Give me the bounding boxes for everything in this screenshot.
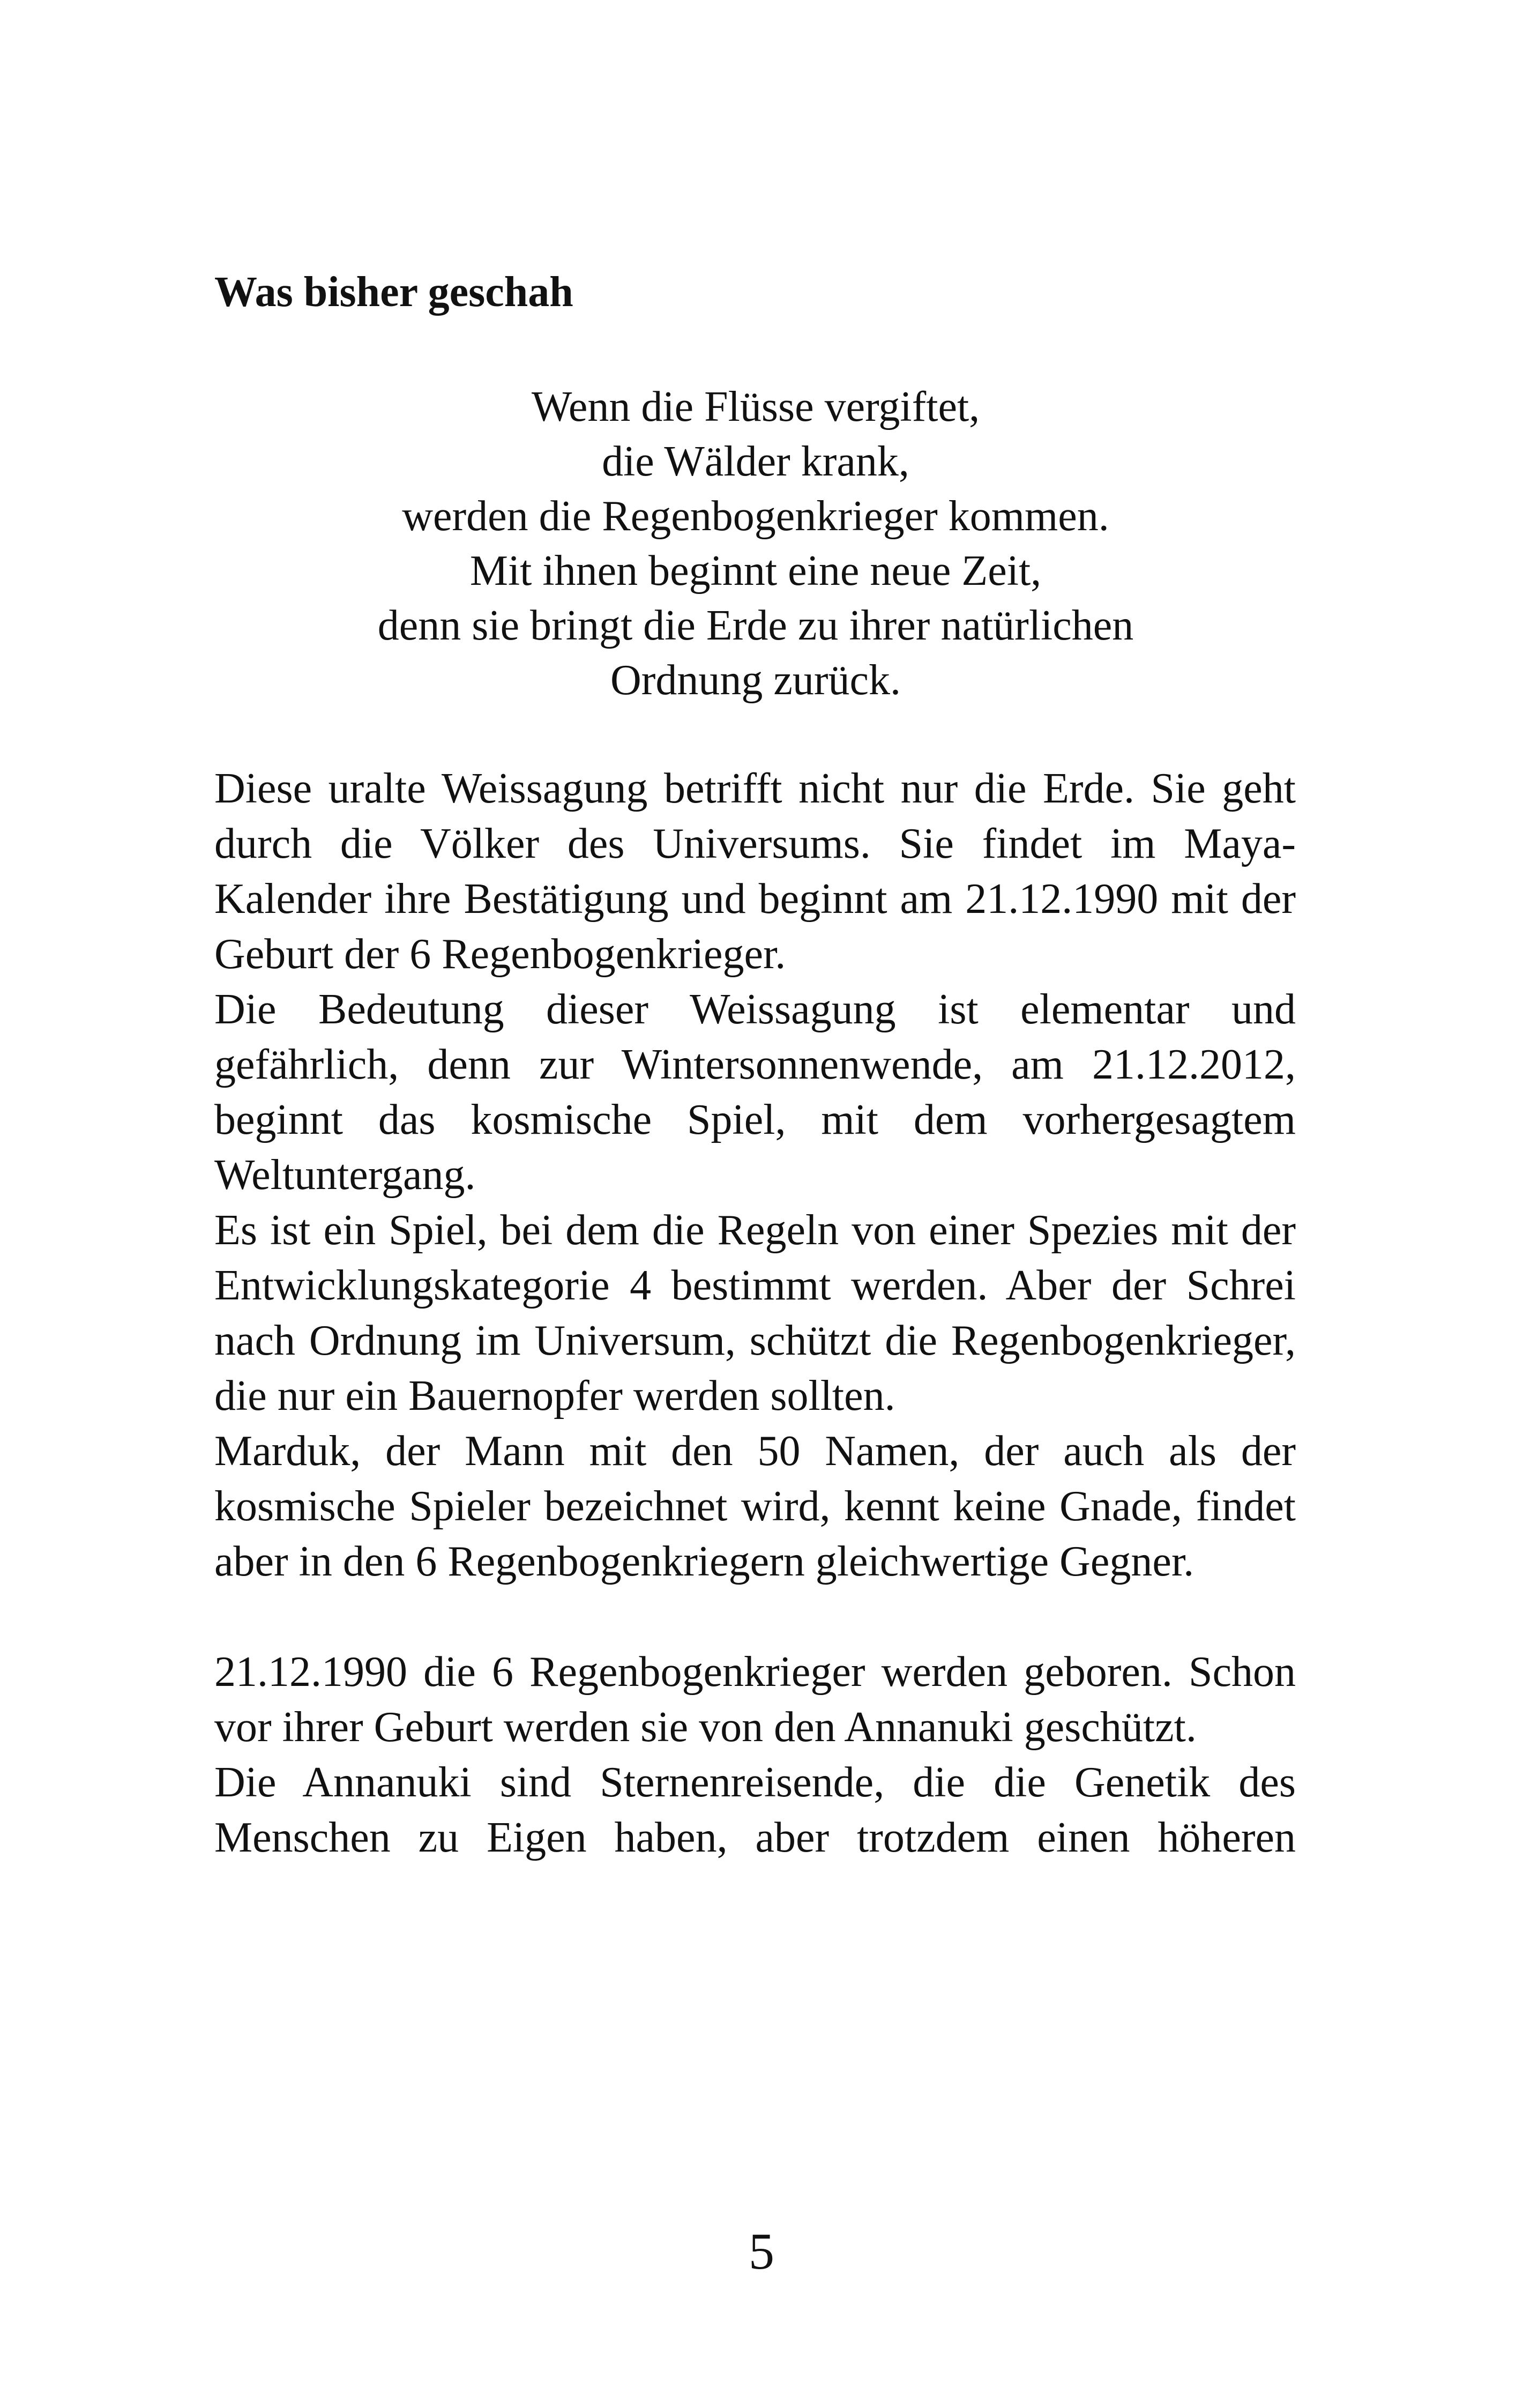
poem-line: Mit ihnen beginnt eine neue Zeit,: [469, 547, 1042, 594]
epigraph-poem: [214, 380, 1297, 708]
poem-line: die Wälder krank,: [602, 438, 909, 485]
paragraph: Marduk, der Mann mit den 50 Namen, der auch als der kosmische Spieler bezeichnet wird, kennt keine Gnade, findet aber in den 6 Regenbogenkriegern gleichwertige Gegner.: [214, 1428, 1296, 1585]
poem-line: denn sie bringt die Erde zu ihrer natürlichen: [377, 602, 1134, 649]
paragraph: 21.12.1990 die 6 Regenbogenkrieger werden geboren. Schon vor ihrer Geburt werden sie von den Annanuki geschützt.: [214, 1648, 1296, 1751]
paragraph: Die Bedeutung dieser Weissagung ist elementar und gefährlich, denn zur Wintersonnenwende, am 21.12.2012, beginnt das kosmische Spiel, mit dem vorhergesagtem Weltuntergang.: [214, 986, 1296, 1199]
paragraph: Es ist ein Spiel, bei dem die Regeln von einer Spezies mit der Entwicklungskategorie 4 bestimmt werden. Aber der Schrei nach Ordnung im Universum, schützt die Regenbogenkrieger, die nur ein Bauernopfer werden sollten.: [214, 1207, 1296, 1419]
poem-line: werden die Regenbogenkrieger kommen.: [402, 493, 1109, 540]
poem-line: Ordnung zurück.: [610, 657, 901, 704]
paragraph: Die Annanuki sind Sternenreisende, die die Genetik des Menschen zu Eigen haben, aber trotzdem einen höheren: [214, 1759, 1296, 1861]
paragraph: Diese uralte Weissagung betrifft nicht nur die Erde. Sie geht durch die Völker des Universums. Sie findet im Maya-Kalender ihre Bestätigung und beginnt am 21.12.1990 mit der Geburt der 6 Regenbogenkrieger.: [214, 765, 1296, 978]
section-heading: Was bisher geschah: [214, 269, 573, 316]
page-number: 5: [749, 2223, 774, 2280]
poem-line: Wenn die Flüsse vergiftet,: [531, 383, 980, 430]
body-text: [214, 761, 1296, 1866]
